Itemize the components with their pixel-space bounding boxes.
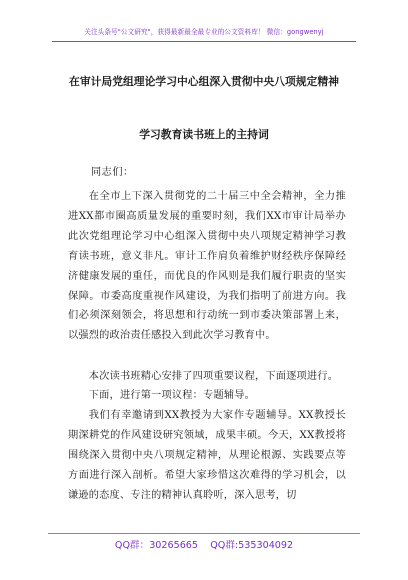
- footer-divider: [48, 533, 360, 534]
- page-footer: [0, 537, 408, 551]
- document-title-line-1: 在审计局党组理论学习中心组深入贯彻中央八项规定精神: [69, 75, 339, 88]
- paragraph-lecture: 我们有幸邀请到XX教授为大家作专题辅导。XX教授长期深耕党的作风建设研究领域，成果丰硕。今天，XX教授将围绕深入贯彻中央八项规定精神，从理论根源、实践要点等方面进行深入剖析。希望大家珍惜这次难得的学习机会，以谦逊的态度、专注的精神认真聆听，深入思考，切: [68, 410, 346, 501]
- salutation: 同志们：: [91, 167, 134, 178]
- paragraph-intro: 在全市上下深入贯彻党的二十届三中全会精神，全力推进XX都市圈高质量发展的重要时刻，我们XX市审计局举办此次党组理论学习中心组深入贯彻中央八项规定精神学习教育读书班，意义非凡。审计工作肩负着维护财经秩序保障经济健康发展的重任，而优良的作风则是我们履行职责的坚实保障。市委高度重视作风建设，为我们指明了前进方向。我们必须深刻领会，将思想和行动统一到市委决策部署上来，以强烈的政治责任感投入到此次学习教育中。: [68, 191, 346, 342]
- paragraph-agenda: 本次读书班精心安排了四项重要议程，下面逐项进行。: [88, 371, 339, 382]
- paragraph-item-one: 下面，进行第一项议程：专题辅导。: [88, 390, 255, 401]
- footer-qq-number-2: 535304092: [238, 540, 294, 551]
- footer-qq-number-1: 30265665: [149, 540, 199, 551]
- document-title-line-2: 学习教育读书班上的主持词: [139, 128, 269, 141]
- header-divider: [52, 41, 356, 42]
- page-header-banner: 关注头条号"公文研究"，获得最新最全最专业的公文资料库！ 微信：gongwenyj: [84, 28, 324, 36]
- footer-qq-label-2: QQ群:: [210, 540, 239, 551]
- footer-qq-label-1: QQ群：: [114, 540, 150, 551]
